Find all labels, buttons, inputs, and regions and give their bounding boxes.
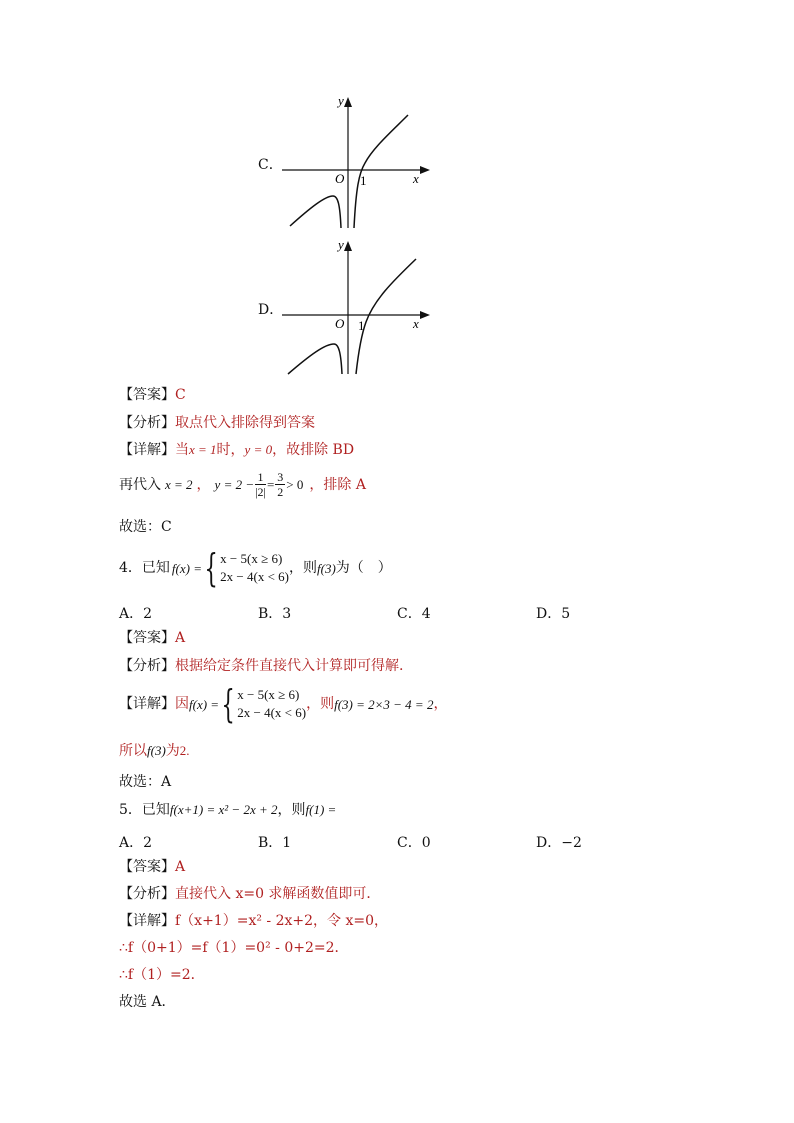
q4-stem-a: 4．已知 (119, 560, 170, 576)
origin-label: O (335, 316, 345, 331)
q5-detail-line2: ∴f（0+1）=f（1）=0² - 0+2=2． (119, 940, 349, 956)
y-axis-arrow (344, 97, 352, 107)
q3-detail-line (119, 443, 354, 457)
curve-left-branch (288, 344, 342, 374)
detail-calc: f(3) = 2×3 − 4 = 2 (334, 696, 434, 712)
q4-stem-c: 为（ ） (335, 560, 392, 576)
x-label: x (413, 171, 419, 186)
q4-option-b[interactable]: B．3 (258, 606, 292, 622)
x-axis-arrow (420, 166, 430, 174)
q4-answer-line: 【答案】A (119, 630, 186, 646)
q4-analysis-line: 【分析】根据给定条件直接代入计算即可得解. (119, 658, 404, 674)
one-label: 1 (360, 173, 367, 188)
detail-text-b: ，则 (306, 696, 335, 712)
q3-conclusion: 故选：C (119, 519, 172, 535)
option-d-label: D． (258, 302, 284, 318)
q5-analysis-line: 【分析】直接代入 x=0 求解函数值即可． (119, 886, 381, 902)
q4-stem-b: ，则 (289, 560, 317, 576)
line2-equals: = (266, 477, 275, 492)
fraction-3-over-2: $\frac{3}{2}$ (277, 470, 284, 499)
q5-option-c[interactable]: C．0 (397, 835, 431, 851)
line2-x-eq: x = 2 (165, 477, 193, 492)
q3-detail-line2 (119, 470, 366, 499)
detail-fx: f(x) = (189, 696, 220, 712)
fraction-1-over-abs2: $\frac{1}{|2|}$ (255, 470, 266, 499)
y-label: y (338, 93, 344, 108)
line2-text-a: 再代入 (119, 476, 161, 493)
y-axis-arrow (344, 241, 352, 251)
case-2: 2x − 4(x < 6) (220, 569, 289, 584)
detail-tag: 【详解】 (119, 696, 175, 712)
q5-conclusion: 故选 A． (119, 994, 176, 1010)
detail-text-a: 因 (175, 696, 189, 712)
detail-text-c: ， (433, 696, 448, 712)
q4-option-d[interactable]: D．5 (536, 606, 571, 622)
x-axis-arrow (420, 311, 430, 319)
q5-detail-line: 【详解】f（x+1）=x² - 2x+2，令 x=0， (119, 913, 389, 929)
q5-option-d[interactable]: D．−2 (536, 835, 582, 851)
piecewise-definition: { x − 5(x ≥ 6) 2x − 4(x < 6) (204, 546, 289, 590)
graph-d (270, 237, 450, 382)
q5-answer-line: 【答案】A (119, 859, 186, 875)
analysis-tag: 【分析】 (119, 415, 175, 431)
q4-detail-line (119, 682, 448, 726)
q4-option-a[interactable]: A．2 (119, 606, 153, 622)
curve-left-branch (290, 196, 341, 228)
one-label: 1 (358, 318, 365, 333)
q5-detail-line3: ∴f（1）=2． (119, 967, 205, 983)
q5-option-a[interactable]: A．2 (119, 835, 153, 851)
line2-text-c: ，排除 A (309, 476, 366, 493)
curve-right-branch (354, 115, 408, 228)
line2-text-b: ， (196, 476, 211, 493)
graph-c (270, 93, 450, 238)
line2-gt-zero: > 0 (286, 477, 304, 492)
curve-right-branch (356, 259, 416, 374)
origin-label: O (335, 171, 345, 186)
detail-text-b: 时， (216, 442, 245, 458)
line2-y-eq: y = 2 − (214, 477, 255, 492)
x-label: x (413, 316, 419, 331)
q4-f3: f(3) (317, 560, 336, 576)
q5-stem: 5．已知f(x+1) = x² − 2x + 2，则f(1) = (119, 802, 337, 818)
option-c-label: C． (258, 157, 283, 173)
detail-tag: 【详解】 (119, 442, 175, 458)
piecewise-definition: { x − 5(x ≥ 6) 2x − 4(x < 6) (221, 682, 307, 726)
y-label: y (338, 237, 344, 252)
analysis-text: 取点代入排除得到答案 (175, 415, 315, 431)
q3-answer-line (119, 388, 186, 402)
q4-detail-line2: 所以f(3)为2. (119, 743, 190, 759)
q5-option-b[interactable]: B．1 (258, 835, 292, 851)
answer-value: C (175, 387, 186, 403)
detail-x-eq: x = 1 (189, 442, 217, 457)
q4-stem (119, 546, 392, 590)
q4-fx: f(x) = (171, 560, 202, 576)
answer-tag: 【答案】 (119, 387, 175, 403)
detail-text-a: 当 (175, 442, 189, 458)
q3-analysis-line (119, 416, 315, 430)
q4-conclusion: 故选：A (119, 774, 172, 790)
case-1: x − 5(x ≥ 6) (220, 551, 283, 566)
detail-y-eq: y = 0 (244, 442, 273, 457)
q4-option-c[interactable]: C．4 (397, 606, 431, 622)
detail-text-c: ，故排除 BD (272, 442, 355, 458)
